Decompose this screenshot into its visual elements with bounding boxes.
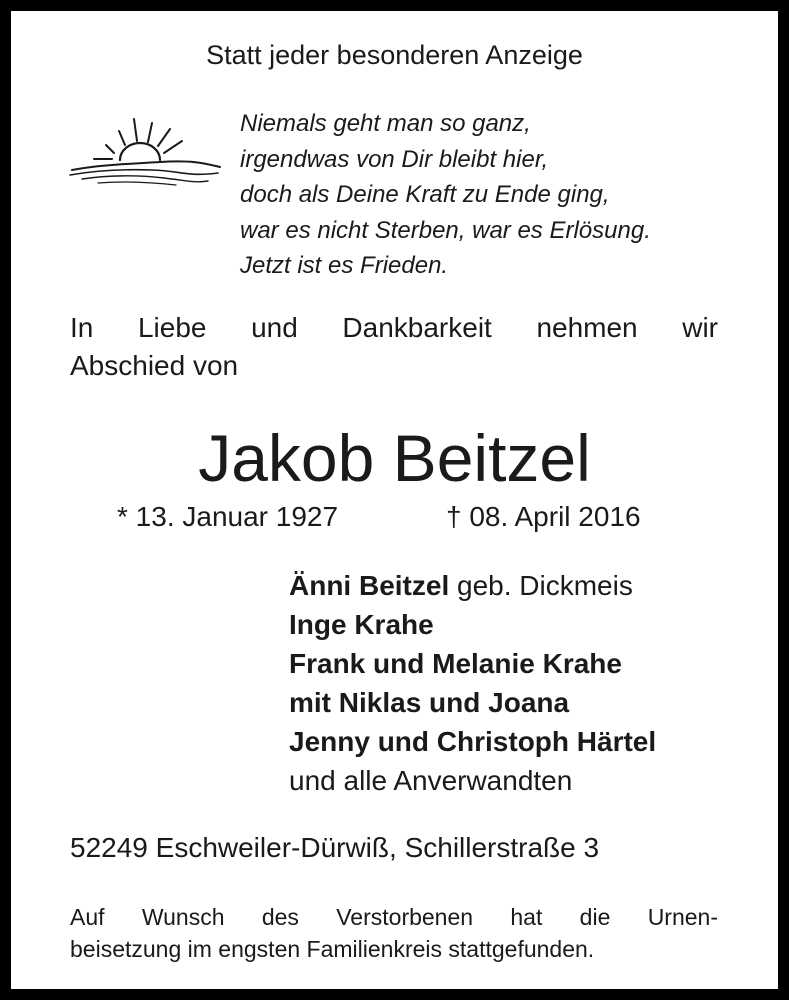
- family-list: [289, 566, 656, 800]
- poem: [240, 106, 651, 284]
- notice-word: Wunsch: [141, 904, 225, 930]
- family-name-bold: Jenny und Christoph Härtel: [289, 726, 657, 757]
- family-name-suffix: geb. Dickmeis: [449, 570, 633, 601]
- notice-word: Verstorbenen: [336, 904, 474, 930]
- address: 52249 Eschweiler-Dürwiß, Schillerstraße 3: [70, 832, 600, 863]
- intro-line-1: [70, 309, 718, 347]
- notice-word: hat: [510, 904, 543, 930]
- notice-word: die: [579, 904, 611, 930]
- intro-word: Liebe: [137, 312, 207, 343]
- family-line: [289, 566, 656, 605]
- birth-date: * 13. Januar 1927: [117, 501, 339, 532]
- notice-word: des: [261, 904, 299, 930]
- poem-line: war es nicht Sterben, war es Erlösung.: [240, 216, 651, 244]
- family-line: [289, 683, 656, 722]
- family-line: [289, 722, 656, 761]
- intro-word: nehmen: [536, 312, 638, 343]
- family-name-bold: Frank und Melanie Krahe: [289, 648, 622, 679]
- intro-line-2: Abschied von: [70, 350, 239, 381]
- intro-word: In: [70, 312, 94, 343]
- notice-line-1: [70, 901, 718, 933]
- poem-line: doch als Deine Kraft zu Ende ging,: [240, 181, 610, 208]
- family-name-bold: mit Niklas und Joana: [289, 687, 570, 718]
- deceased-name: Jakob Beitzel: [198, 421, 591, 495]
- poem-line: irgendwas von Dir bleibt hier,: [240, 145, 549, 173]
- poem-line: Jetzt ist es Frieden.: [240, 252, 449, 279]
- notice-line-2: beisetzung im engsten Familienkreis stattgefunden.: [70, 936, 595, 962]
- header-text: Statt jeder besonderen Anzeige: [206, 40, 583, 70]
- poem-line: Niemals geht man so ganz,: [240, 110, 531, 137]
- family-name-bold: Inge Krahe: [289, 609, 434, 640]
- family-line: [289, 644, 656, 683]
- intro-text: [70, 309, 718, 385]
- notice-word: Urnen-: [647, 904, 718, 930]
- funeral-notice: [70, 901, 718, 965]
- sunset-icon: [68, 115, 224, 195]
- intro-word: Dankbarkeit: [342, 312, 492, 343]
- intro-word: wir: [682, 312, 718, 343]
- death-date: † 08. April 2016: [446, 501, 641, 532]
- family-line: [289, 605, 656, 644]
- family-line: und alle Anverwandten: [289, 765, 573, 796]
- family-name-bold: Änni Beitzel: [289, 570, 450, 601]
- intro-word: und: [251, 312, 298, 343]
- notice-word: Auf: [70, 904, 105, 930]
